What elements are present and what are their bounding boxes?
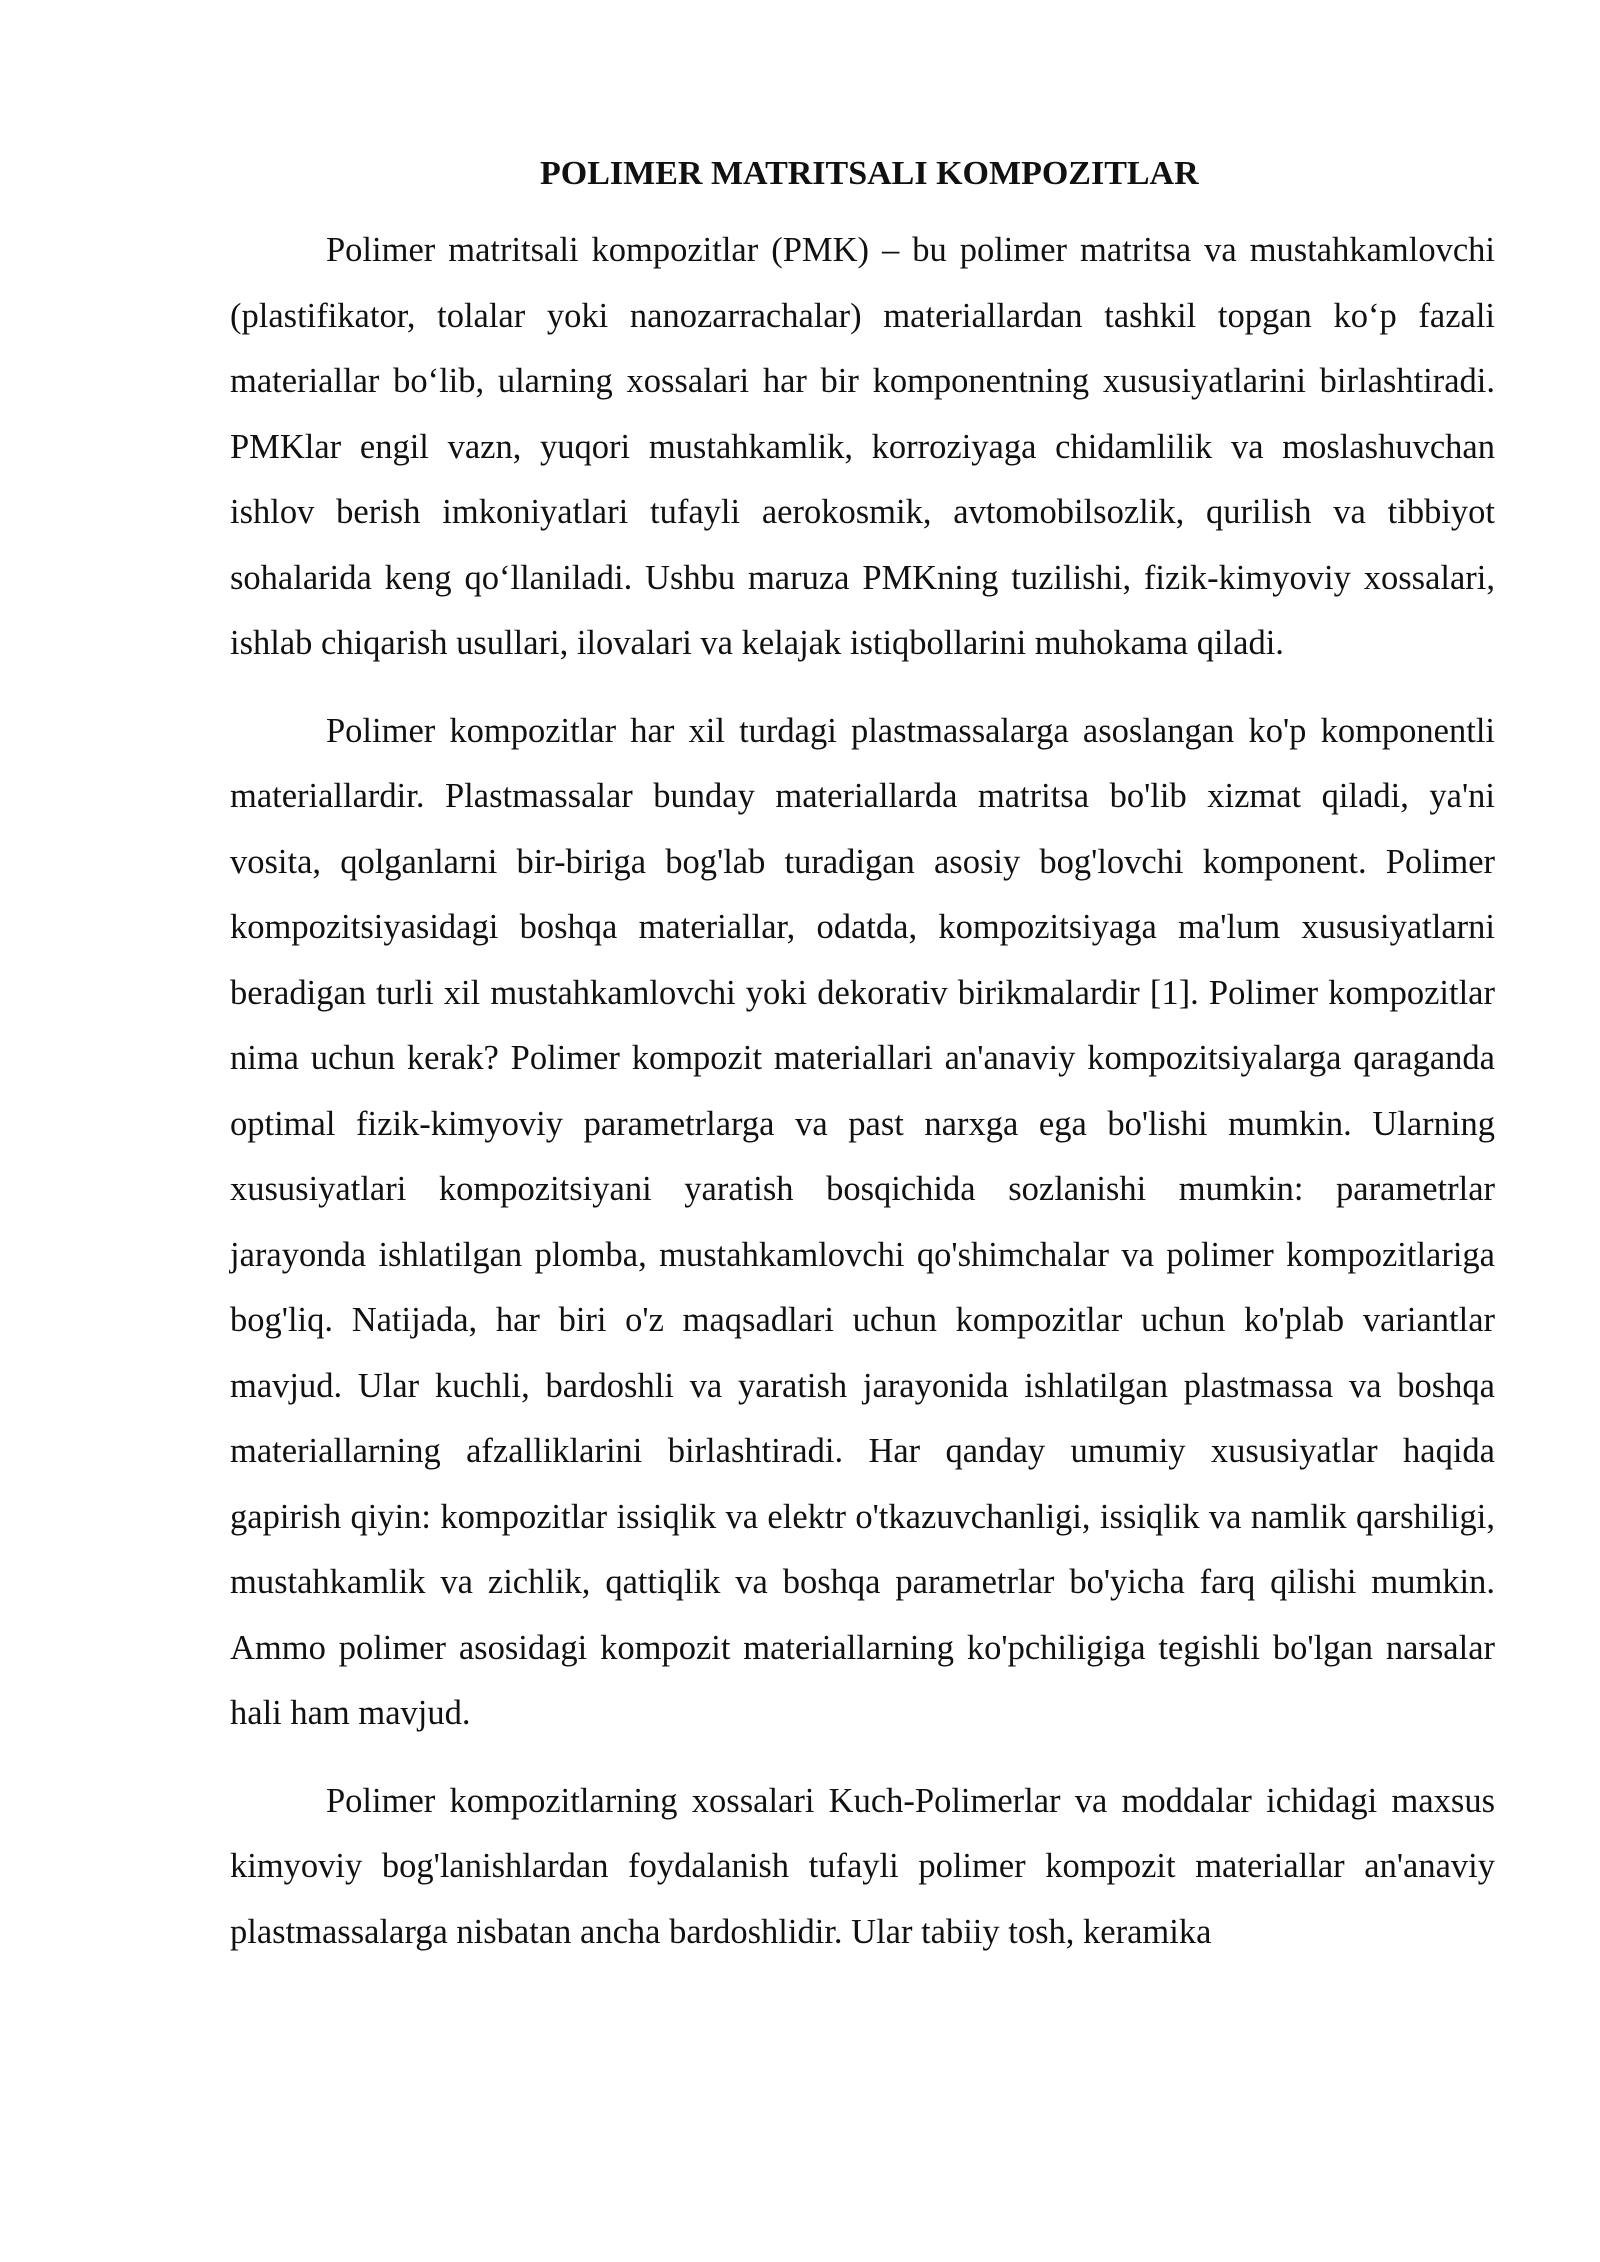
paragraph-polymer-composites: Polimer kompozitlar har xil turdagi plastmassalarga asoslangan ko'p komponentli materiallardir. Plastmassalar bunday materiallarda matritsa bo'lib xizmat qiladi, ya'ni vosita, qolganlarni bir-biriga bog'lab turadigan asosiy bog'lovchi komponent. Polimer kompozitsiyasidagi boshqa materiallar, odatda, kompozitsiyaga ma'lum xususiyatlarni beradigan turli xil mustahkamlovchi yoki dekorativ birikmalardir [1]. Polimer kompozitlar nima uchun kerak? Polimer kompozit materiallari an'anaviy kompozitsiyalarga qaraganda optimal fizik-kimyoviy parametrlarga va past narxga ega bo'lishi mumkin. Ularning xususiyatlari kompozitsiyani yaratish bosqichida sozlanishi mumkin: parametrlar jarayonda ishlatilgan plomba, mustahkamlovchi qo'shimchalar va polimer kompozitlariga bog'liq. Natijada, har biri o'z maqsadlari uchun kompozitlar uchun ko'plab variantlar mavjud. Ular kuchli, bardoshli va yaratish jarayonida ishlatilgan plastmassa va boshqa materiallarning afzalliklarini birlashtiradi. Har qanday umumiy xususiyatlar haqida gapirish qiyin: kompozitlar issiqlik va elektr o'tkazuvchanligi, issiqlik va namlik qarshiligi, mustahkamlik va zichlik, qattiqlik va boshqa parametrlar bo'yicha farq qilishi mumkin. Ammo polimer asosidagi kompozit materiallarning ko'pchiligiga tegishli bo'lgan narsalar hali ham mavjud. bbox=[230, 711, 1495, 1732]
paragraph-introduction: Polimer matritsali kompozitlar (PMK) – bu polimer matritsa va mustahkamlovchi (plastifikator, tolalar yoki nanozarrachalar) materiallardan tashkil topgan ko‘p fazali materiallar bo‘lib, ularning xossalari har bir komponentning xususiyatlarini birlashtiradi. PMKlar engil vazn, yuqori mustahkamlik, korroziyaga chidamlilik va moslashuvchan ishlov berish imkoniyatlari tufayli aerokosmik, avtomobilsozlik, qurilish va tibbiyot sohalarida keng qo‘llaniladi. Ushbu maruza PMKning tuzilishi, fizik-kimyoviy xossalari, ishlab chiqarish usullari, ilovalari va kelajak istiqbollarini muhokama qiladi. bbox=[230, 231, 1495, 662]
document-title: POLIMER MATRITSALI KOMPOZITLAR bbox=[540, 155, 1199, 192]
document-body bbox=[230, 150, 1495, 1987]
paragraph-properties: Polimer kompozitlarning xossalari Kuch-Polimerlar va moddalar ichidagi maxsus kimyoviy bog'lanishlardan foydalanish tufayli polimer kompozit materiallar an'anaviy plastmassalarga nisbatan ancha bardoshlidir. Ular tabiiy tosh, keramika bbox=[230, 1781, 1495, 1951]
